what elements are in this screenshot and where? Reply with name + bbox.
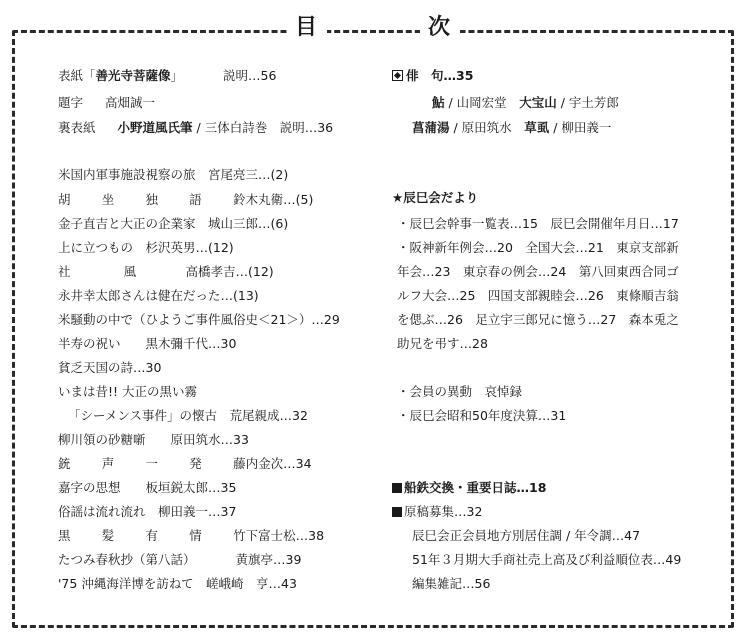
cover-note: 説明…56 (223, 68, 277, 83)
article-item[interactable] (58, 192, 313, 208)
ship-title[interactable]: 船鉄交換・重要日誌…18 (404, 480, 547, 495)
tatsumi-line[interactable]: ・辰巳会幹事一覧表…15 辰巳会開催年月日…17 (397, 216, 679, 231)
article-author: 竹下富士松…38 (233, 528, 325, 543)
article-author: 鈴木丸衛…(5) (233, 192, 314, 207)
tatsumi-line[interactable]: 助兄を弔す…28 (397, 336, 488, 351)
back-cover-title: 小野道風氏筆 (117, 120, 193, 135)
article-title: 社 風 (58, 264, 146, 279)
ship-heading (392, 480, 546, 496)
haiku-heading (392, 68, 473, 84)
heading-ji: 次 (420, 10, 460, 41)
cover-line (58, 68, 276, 84)
article-item[interactable]: 上に立つもの 杉沢英男…(12) (58, 240, 234, 255)
haiku-author: / 宇土芳郎 (560, 95, 619, 110)
manuscript-heading (392, 504, 482, 520)
tatsumi-line[interactable]: ・阪神新年例会…20 全国大会…21 東京支部新 (397, 240, 679, 255)
article-item[interactable] (58, 552, 301, 568)
haiku-line (432, 95, 619, 111)
article-item[interactable]: 嘉字の思想 板垣鋭太郎…35 (58, 480, 237, 495)
article-item[interactable]: いまは昔!! 大正の黒い霧 (58, 384, 197, 399)
article-item[interactable]: 金子直吉と大正の企業家 城山三郎…(6) (58, 216, 289, 231)
bottom-line[interactable]: 51年３月期大手商社売上高及び利益順位表…49 (412, 552, 682, 567)
article-item[interactable]: '75 沖縄海洋博を訪ねて 嵯峨崎 亨…43 (58, 576, 297, 591)
back-cover-line (58, 120, 333, 136)
article-item[interactable]: 永井幸太郎さんは健在だった…(13) (58, 288, 259, 303)
haiku-title: 菖蒲湯 (412, 120, 450, 135)
article-item[interactable]: 米騒動の中で（ひようご事件風俗史＜21＞）…29 (58, 312, 340, 327)
article-item[interactable]: 米国内軍事施設視察の旅 宮尾亮三…(2) (58, 167, 289, 182)
haiku-title: 大宝山 (519, 95, 557, 110)
article-title: たつみ春秋抄（第八話） (58, 552, 196, 567)
article-item[interactable] (58, 456, 312, 472)
article-author: 高橋孝吉…(12) (185, 264, 274, 279)
article-item[interactable]: 「シーメンス事件」の懐古 荒尾親成…32 (68, 408, 308, 423)
haiku-title: 俳 句…35 (406, 68, 474, 83)
heading-moku: 目 (287, 10, 327, 41)
article-item[interactable]: 柳川領の砂糖噺 原田筑水…33 (58, 432, 249, 447)
diamond-square-icon (392, 70, 403, 81)
haiku-title: 鮎 (432, 95, 445, 110)
article-title: 胡 坐 独 語 (58, 192, 212, 207)
article-item[interactable]: 半寿の祝い 黒木彌千代…30 (58, 336, 237, 351)
tatsumi-line[interactable]: 年会…23 東京春の例会…24 第八回東西合同ゴ (397, 264, 679, 279)
bottom-line[interactable]: 辰巳会正会員地方別居住調 / 年令調…47 (412, 528, 641, 543)
cover-title: 善光寺菩薩像 (95, 68, 171, 83)
haiku-title: 草虱 (524, 120, 550, 135)
back-cover-rest: / 三体白詩巻 説明…36 (196, 120, 334, 135)
article-item[interactable] (58, 264, 274, 280)
article-author: 黄旗亭…39 (235, 552, 302, 567)
haiku-author: / 山岡宏堂 (448, 95, 507, 110)
back-cover-label: 裏表紙 (58, 120, 96, 135)
article-author: 藤内金次…34 (233, 456, 312, 471)
tatsumi-line[interactable]: を偲ぶ…26 足立宇三郎兄に憶う…27 森本兎之 (397, 312, 679, 327)
black-square-icon (392, 483, 402, 493)
article-item[interactable] (58, 528, 324, 544)
tatsumi-heading: ★辰巳会だより (392, 190, 479, 205)
tatsumi-line[interactable]: ルフ大会…25 四国支部親睦会…26 東條順吉翁 (397, 288, 679, 303)
bottom-line[interactable]: 編集雑記…56 (412, 576, 491, 591)
daiji-line (58, 95, 155, 111)
haiku-author: / 原田筑水 (453, 120, 512, 135)
daiji-name: 高畑誠一 (105, 95, 156, 110)
article-item[interactable]: 貧乏天国の詩…30 (58, 360, 162, 375)
haiku-line (412, 120, 611, 136)
cover-label: 表紙「 (58, 68, 96, 83)
manuscript-title[interactable]: 原稿募集…32 (404, 504, 483, 519)
article-item[interactable]: 俗謡は流れ流れ 柳田義一…37 (58, 504, 237, 519)
haiku-author: / 柳田義一 (553, 120, 612, 135)
member-line[interactable]: ・辰巳会昭和50年度決算…31 (397, 408, 567, 423)
black-square-icon (392, 507, 402, 517)
daiji-label: 題字 (58, 95, 84, 110)
member-line[interactable]: ・会員の異動 哀悼録 (397, 384, 523, 399)
article-title: 黒 髪 有 情 (58, 528, 212, 543)
cover-close: 」 (170, 68, 184, 83)
article-title: 銃 声 一 発 (58, 456, 212, 471)
